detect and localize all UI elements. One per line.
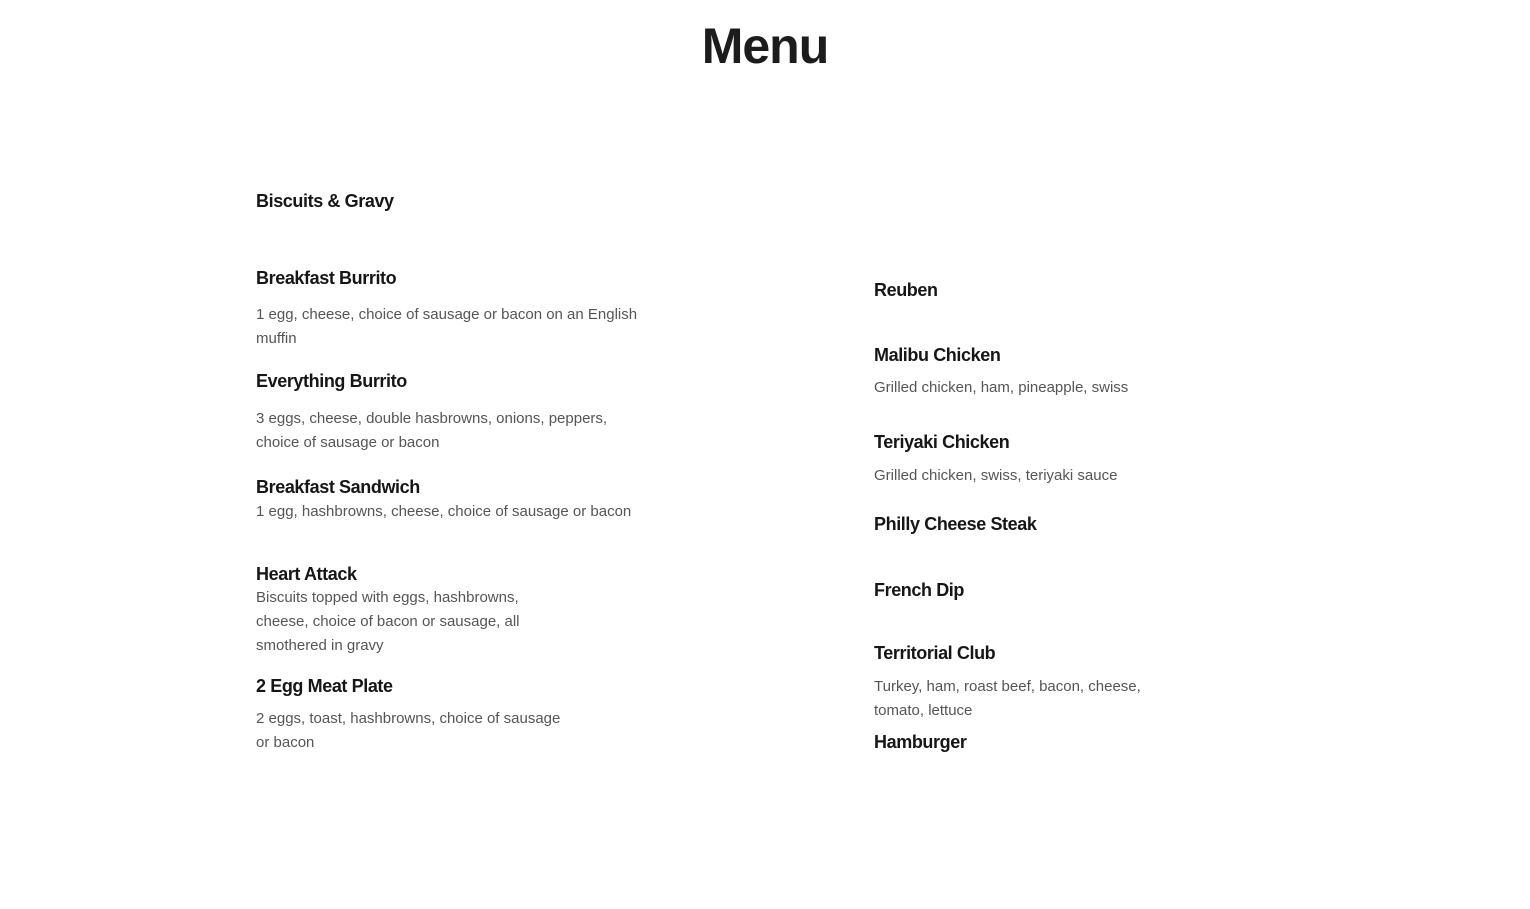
- item-name: Hamburger: [874, 732, 967, 752]
- item-description: 3 eggs, cheese, double hasbrowns, onions, peppers, choice of sausage or bacon: [256, 410, 608, 451]
- item-name: Breakfast Burrito: [256, 268, 397, 288]
- item-description: 1 egg, hashbrowns, cheese, choice of sausage or bacon: [256, 503, 632, 520]
- item-name: Teriyaki Chicken: [874, 432, 1010, 452]
- item-name: Malibu Chicken: [874, 345, 1001, 365]
- item-name: Heart Attack: [256, 564, 357, 584]
- item-name: Biscuits & Gravy: [256, 191, 394, 211]
- item-name: Everything Burrito: [256, 371, 407, 391]
- item-name: Philly Cheese Steak: [874, 514, 1037, 534]
- item-name: Reuben: [874, 280, 938, 300]
- item-name: French Dip: [874, 580, 965, 600]
- item-name: 2 Egg Meat Plate: [256, 676, 393, 696]
- item-name: Territorial Club: [874, 643, 996, 663]
- item-description: Biscuits topped with eggs, hashbrowns, cheese, choice of bacon or sausage, all smothered in gravy: [256, 589, 520, 654]
- item-description: 1 egg, cheese, choice of sausage or bacon on an English muffin: [256, 306, 638, 347]
- item-name: Breakfast Sandwich: [256, 477, 420, 497]
- page-title: Menu: [701, 18, 829, 74]
- item-description: Turkey, ham, roast beef, bacon, cheese, tomato, lettuce: [874, 678, 1141, 719]
- item-description: Grilled chicken, ham, pineapple, swiss: [874, 379, 1129, 396]
- item-description: 2 eggs, toast, hashbrowns, choice of sausage or bacon: [256, 710, 561, 751]
- item-description: Grilled chicken, swiss, teriyaki sauce: [874, 467, 1118, 484]
